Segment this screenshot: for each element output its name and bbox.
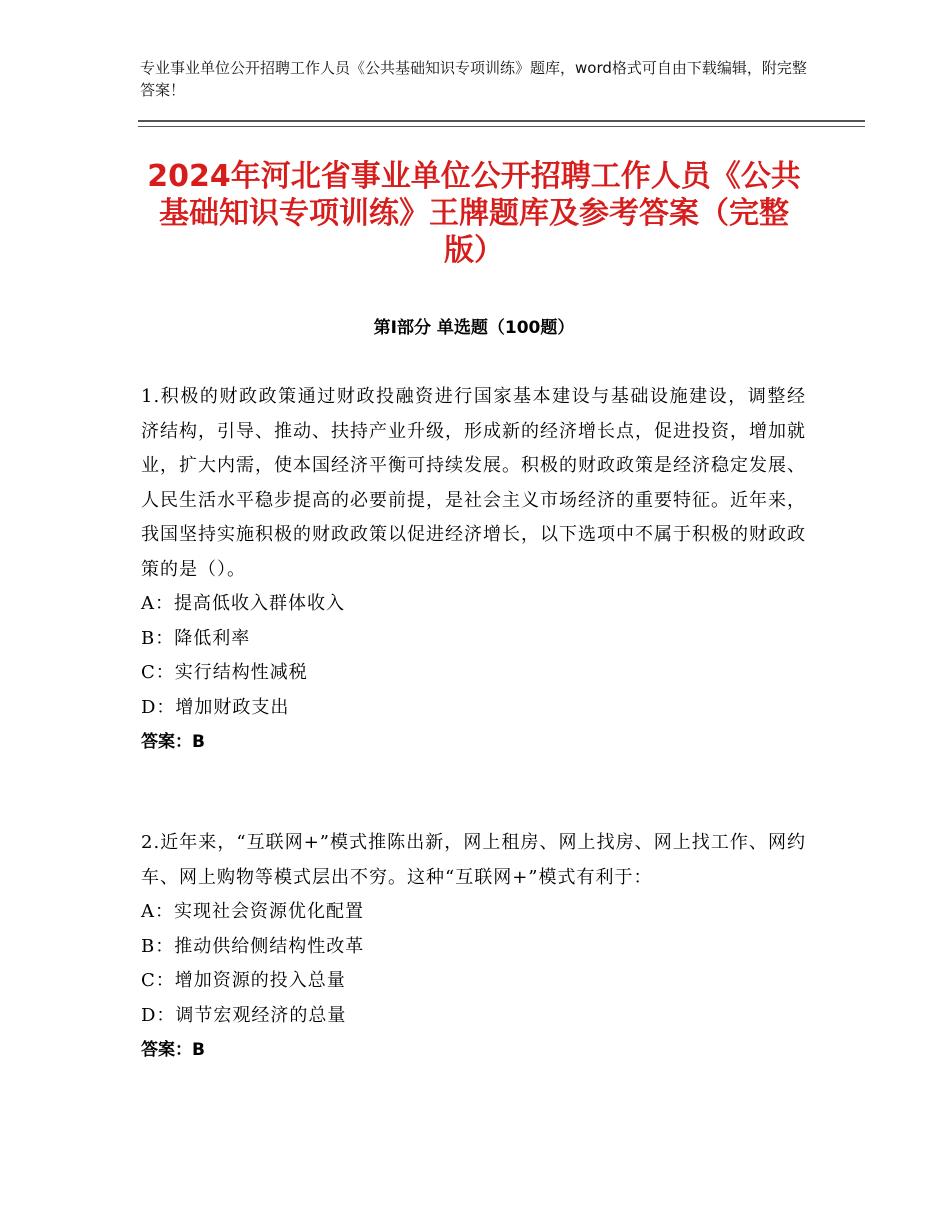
option-list — [141, 895, 806, 1033]
option-b: B：推动供给侧结构性改革 — [141, 935, 365, 957]
question-text: 1.积极的财政政策通过财政投融资进行国家基本建设与基础设施建设，调整经济结构，引导、推动、扶持产业升级，形成新的经济增长点，促进投资，增加就业，扩大内需，使本国经济平衡可持续发展。积极的财政政策是经济稳定发展、人民生活水平稳步提高的必要前提，是社会主义市场经济的重要特征。近年来，我国坚持实施积极的财政政策以促进经济增长，以下选项中不属于积极的财政政策的是（）。 — [141, 386, 806, 580]
option-list — [141, 587, 806, 725]
option-a: A：提高低收入群体收入 — [141, 593, 345, 614]
option-c: C：实行结构性减税 — [141, 662, 308, 683]
answer: 答案：B — [141, 732, 205, 752]
option-b: B：降低利率 — [141, 627, 251, 649]
header-divider — [138, 120, 865, 127]
question-2 — [141, 826, 806, 1068]
document-title: 2024年河北省事业单位公开招聘工作人员《公共基础知识专项训练》王牌题库及参考答案（完整版） — [147, 159, 801, 268]
question-text: 2.近年来，“互联网+”模式推陈出新，网上租房、网上找房、网上找工作、网约车、网上购物等模式层出不穷。这种“互联网+”模式有利于： — [141, 832, 806, 888]
question-1 — [141, 380, 806, 760]
section-title: 第Ⅰ部分 单选题（100题） — [373, 318, 575, 338]
option-d: D：调节宏观经济的总量 — [141, 1004, 347, 1026]
option-d: D：增加财政支出 — [141, 696, 290, 718]
answer: 答案：B — [141, 1040, 205, 1060]
option-a: A：实现社会资源优化配置 — [141, 901, 364, 922]
option-c: C：增加资源的投入总量 — [141, 970, 346, 991]
header-note: 专业事业单位公开招聘工作人员《公共基础知识专项训练》题库，word格式可自由下载编辑，附完整答案！ — [140, 59, 807, 99]
